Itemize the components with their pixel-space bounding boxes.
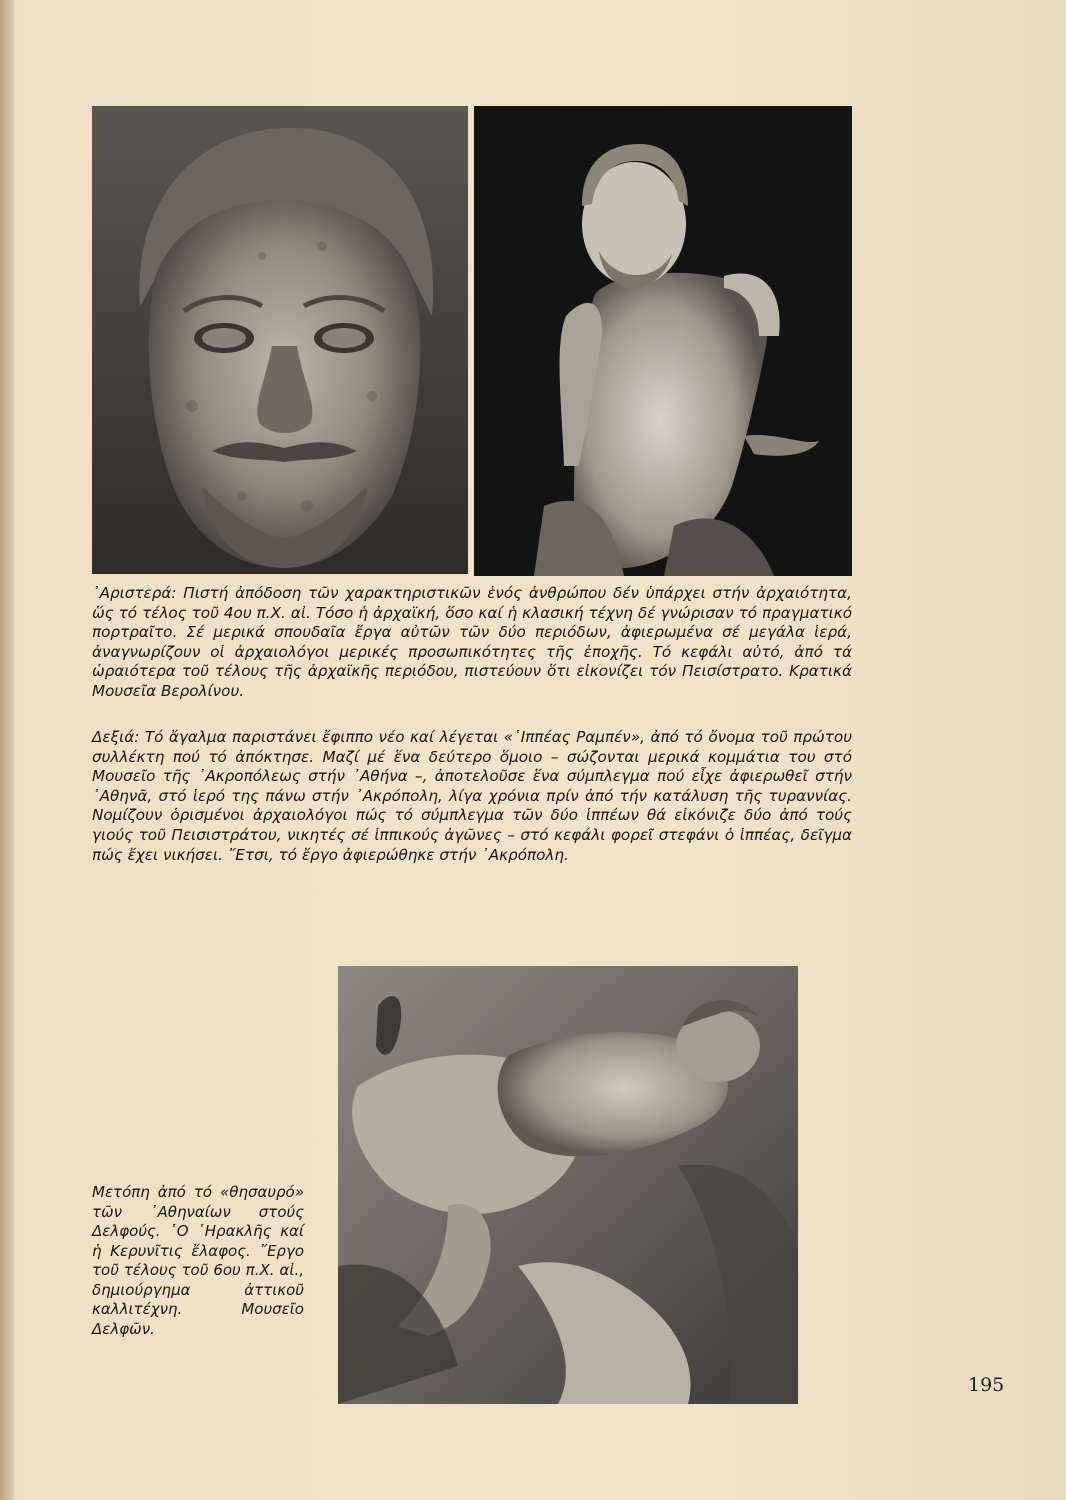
caption-head: ᾿Αριστερά: Πιστή ἀπόδοση τῶν χαρακτηριστικῶν ἑνός ἀνθρώπου δέν ὑπάρχει στήν ἀρχαιότητα, ὥς τό τέλος τοῦ 4ου π.Χ. αἰ. Τόσο ἡ ἀρχαϊκή, ὅσο καί ἡ κλασική τέχνη δέ γνώρισαν τό πραγματικό πορτραῖτο. Σέ μερικά σπουδαῖα ἔργα αὐτῶν τῶν δύο περιόδων, ἀφιερωμένα σέ μεγάλα ἱερά, ἀναγνωρίζουν οἱ ἀρχαιολόγοι μερικές προσωπικότητες τῆς ἐποχῆς. Τό κεφάλι αὐτό, ἀπό τά ὡραιότερα τοῦ τέλους τῆς ἀρχαϊκῆς περιόδου, πιστεύουν ὅτι εἰκονίζει τόν Πεισίστρατο. Κρατικά Μουσεῖα Βερολίνου. bbox=[92, 584, 852, 700]
page-spine-shadow bbox=[0, 0, 14, 1500]
page-number: 195 bbox=[968, 1374, 1005, 1396]
caption-metope: Μετόπη ἀπό τό «θησαυρό» τῶν ᾿Αθηναίων στούς Δελφούς. ῾Ο ῾Ηρακλῆς καί ἡ Κερυνῖτις ἔλαφος. ῎Εργο τοῦ τέλους τοῦ 6ου π.Χ. αἰ., δημιούργημα ἀττικοῦ καλλιτέχνη. Μουσεῖο Δελφῶν. bbox=[92, 1183, 304, 1338]
caption-rider: Δεξιά: Τό ἄγαλμα παριστάνει ἔφιππο νέο καί λέγεται «῾Ιππέας Ραμπέν», ἀπό τό ὄνομα τοῦ πρώτου συλλέκτη πού τό ἀπόκτησε. Μαζί μέ ἕνα δεύτερο ὅμοιο – σώζονται μερικά κομμάτια του στό Μουσεῖο τῆς ᾿Ακροπόλεως στήν ᾿Αθήνα –, ἀποτελοῦσε ἕνα σύμπλεγμα πού εἶχε ἀφιερωθεῖ στήν ᾿Αθηνᾶ, στό ἱερό της πάνω στήν ᾿Ακρόπολη, λίγα χρόνια πρίν ἀπό τήν κατάλυση τῆς τυραννίας. Νομίζουν ὁρισμένοι ἀρχαιολόγοι πώς τό σύμπλεγμα τῶν δύο ἱππέων θά εἰκόνιζε δύο ἀπό τούς γιούς τοῦ Πεισιστράτου, νικητές σέ ἱππικούς ἀγῶνες – στό κεφάλι φορεῖ στεφάνι ὁ ἱππέας, δεῖγμα πώς ἔχει νικήσει. ῎Ετσι, τό ἔργο ἀφιερώθηκε στήν ᾿Ακρόπολη. bbox=[92, 728, 852, 864]
photo-rampin-rider bbox=[474, 106, 852, 576]
photo-archaic-head bbox=[92, 106, 468, 574]
photo-delphi-metope bbox=[338, 966, 798, 1404]
